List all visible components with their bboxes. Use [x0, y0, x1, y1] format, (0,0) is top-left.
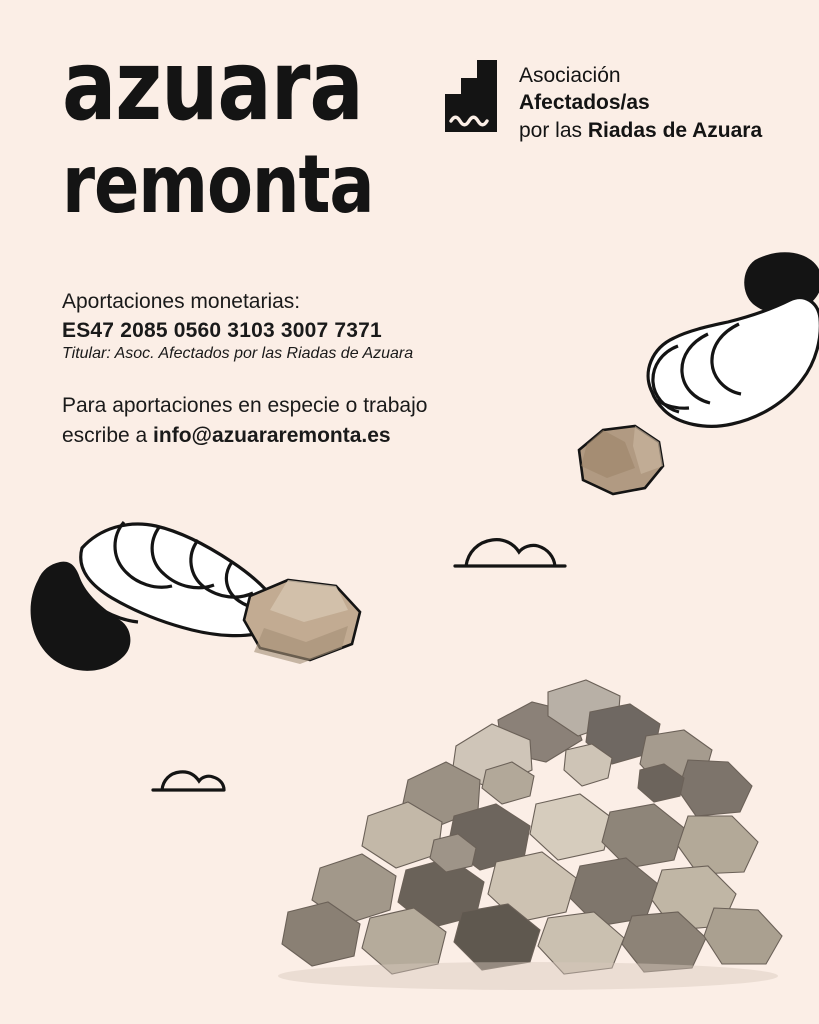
iban-number: ES47 2085 0560 3103 3007 7371 — [62, 319, 382, 343]
hand-dropping-stone-illustration — [540, 250, 819, 517]
hand-holding-stone-illustration — [20, 488, 400, 723]
hand-dropping-stone-icon — [540, 250, 819, 512]
in-kind-line-one: Para aportaciones en especie o trabajo — [62, 394, 428, 418]
donation-copy — [62, 287, 532, 450]
rock-pile — [248, 650, 808, 995]
rock-pile-image — [248, 650, 808, 990]
in-kind-line-two-prefix: escribe a — [62, 423, 154, 447]
cloud-icon — [150, 762, 226, 794]
cloud-lower — [150, 762, 226, 799]
association-line-three-strong: Riadas de Azuara — [587, 118, 763, 142]
account-holder: Titular: Asoc. Afectados por las Riadas de Azuara — [62, 345, 414, 363]
brand-logotype — [62, 28, 374, 232]
association-lockup — [441, 60, 762, 144]
contact-email: info@azuararemonta.es — [153, 423, 391, 447]
stone-shape — [244, 580, 360, 660]
cloud-icon — [452, 528, 568, 570]
stone-shape — [579, 426, 663, 494]
hand-holding-stone-icon — [20, 488, 400, 718]
cloud-upper — [452, 528, 568, 575]
logo-line-one: azuara — [62, 28, 363, 142]
association-line-two: Afectados/as — [519, 91, 650, 115]
steps-waves-icon — [441, 60, 505, 132]
association-line-one: Asociación — [519, 64, 621, 87]
in-kind-contributions-text — [62, 391, 532, 450]
monetary-contributions-label: Aportaciones monetarias: — [62, 290, 301, 313]
association-line-three — [519, 117, 762, 144]
association-text — [519, 60, 762, 144]
association-line-three-prefix: por las — [519, 118, 588, 142]
logo-line-two: remonta — [62, 136, 374, 232]
